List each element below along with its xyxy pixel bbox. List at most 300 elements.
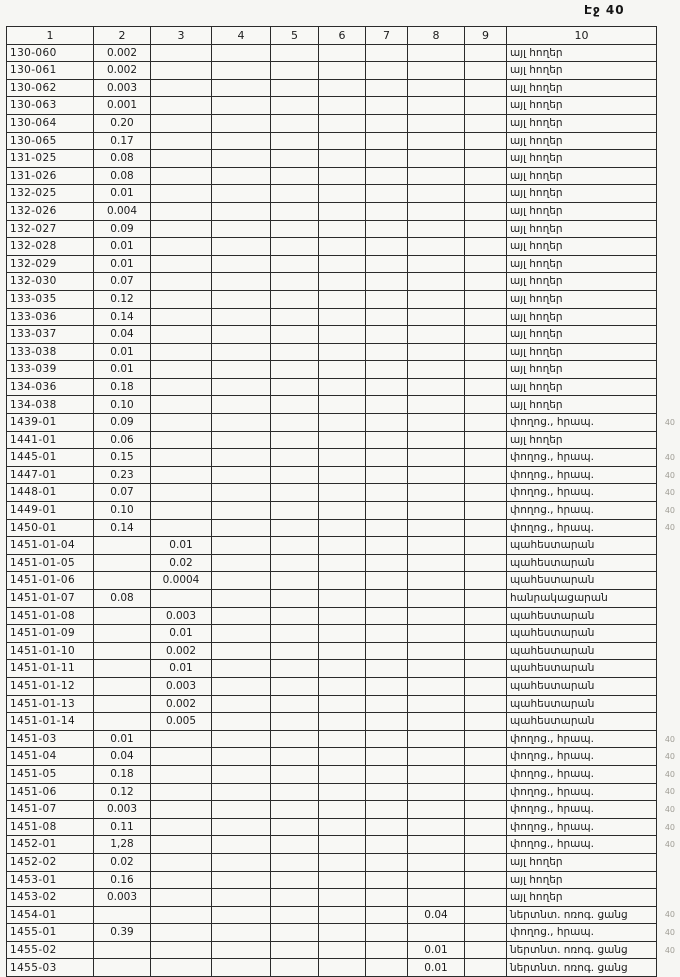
col6-cell	[319, 783, 366, 801]
area-value-col2-cell: 1,28	[94, 836, 151, 854]
area-value-col3-cell	[151, 783, 212, 801]
table-row	[7, 853, 677, 871]
margin-note: 40	[664, 505, 675, 515]
table-row	[7, 730, 677, 748]
col4-cell	[212, 150, 271, 168]
area-value-col8-cell	[408, 713, 465, 731]
col4-cell	[212, 590, 271, 608]
land-use-cell: փողոց., հրապ.	[507, 730, 657, 748]
parcel-code-cell: 134-036	[7, 378, 94, 396]
land-use-cell: փողոց., հրապ.	[507, 801, 657, 819]
land-use-cell: այլ հողեր	[507, 185, 657, 203]
area-value-col3-cell	[151, 853, 212, 871]
parcel-code-cell: 133-037	[7, 326, 94, 344]
area-value-col2-cell: 0.01	[94, 238, 151, 256]
col4-cell	[212, 572, 271, 590]
area-value-col2-cell: 0.09	[94, 414, 151, 432]
col4-cell	[212, 748, 271, 766]
land-use-cell: այլ հողեր	[507, 79, 657, 97]
col4-cell	[212, 783, 271, 801]
area-value-col8-cell	[408, 642, 465, 660]
land-use-cell: այլ հողեր	[507, 853, 657, 871]
col7-cell	[366, 642, 408, 660]
col4-cell	[212, 941, 271, 959]
col9-cell	[465, 853, 507, 871]
area-value-col8-cell	[408, 273, 465, 291]
area-value-col8-cell	[408, 677, 465, 695]
area-value-col3-cell	[151, 361, 212, 379]
col4-cell	[212, 660, 271, 678]
land-use-cell: այլ հողեր	[507, 62, 657, 80]
parcel-code-cell: 1451-05	[7, 765, 94, 783]
land-use-cell: փողոց., հրապ.	[507, 748, 657, 766]
col6-cell	[319, 255, 366, 273]
area-value-col3-cell	[151, 941, 212, 959]
col9-cell	[465, 62, 507, 80]
col4-cell	[212, 853, 271, 871]
land-use-cell: այլ հողեր	[507, 343, 657, 361]
area-value-col3-cell: 0.003	[151, 677, 212, 695]
area-value-col8-cell	[408, 290, 465, 308]
col4-cell	[212, 431, 271, 449]
col7-cell	[366, 783, 408, 801]
col7-cell	[366, 730, 408, 748]
parcel-code-cell: 130-065	[7, 132, 94, 150]
area-value-col8-cell	[408, 801, 465, 819]
col4-cell	[212, 62, 271, 80]
table-row	[7, 677, 677, 695]
margin-note	[657, 590, 677, 608]
land-use-cell: այլ հողեր	[507, 202, 657, 220]
parcel-code-cell: 1448-01	[7, 484, 94, 502]
table-row	[7, 642, 677, 660]
area-value-col3-cell: 0.01	[151, 625, 212, 643]
page-number-label: Էջ 40	[584, 3, 625, 17]
margin-note: 40	[664, 453, 675, 463]
col6-cell	[319, 502, 366, 520]
land-use-cell: պահեստարան	[507, 607, 657, 625]
area-value-col8-cell	[408, 449, 465, 467]
parcel-code-cell: 132-030	[7, 273, 94, 291]
margin-note	[657, 660, 677, 678]
area-value-col3-cell: 0.02	[151, 554, 212, 572]
col9-cell	[465, 326, 507, 344]
col7-cell	[366, 889, 408, 907]
area-value-col2-cell	[94, 941, 151, 959]
margin-note: 40	[664, 910, 675, 920]
area-value-col3-cell	[151, 466, 212, 484]
col6-cell	[319, 414, 366, 432]
col5-cell	[271, 836, 319, 854]
col4-cell	[212, 449, 271, 467]
col4-cell	[212, 466, 271, 484]
area-value-col2-cell: 0.04	[94, 326, 151, 344]
col5-cell	[271, 185, 319, 203]
parcel-code-cell: 1451-01-11	[7, 660, 94, 678]
area-value-col8-cell	[408, 255, 465, 273]
col7-cell	[366, 554, 408, 572]
area-value-col8-cell	[408, 554, 465, 572]
col7-cell	[366, 801, 408, 819]
area-value-col3-cell	[151, 132, 212, 150]
area-value-col2-cell: 0.07	[94, 484, 151, 502]
margin-note	[657, 343, 677, 361]
area-value-col3-cell	[151, 114, 212, 132]
col9-cell	[465, 238, 507, 256]
area-value-col3-cell: 0.01	[151, 537, 212, 555]
area-value-col2-cell: 0.08	[94, 167, 151, 185]
area-value-col8-cell: 0.01	[408, 941, 465, 959]
col9-cell	[465, 924, 507, 942]
col5-cell	[271, 449, 319, 467]
land-use-cell: այլ հողեր	[507, 167, 657, 185]
area-value-col3-cell	[151, 97, 212, 115]
margin-note: 40	[664, 523, 675, 533]
col7-cell	[366, 677, 408, 695]
col6-cell	[319, 959, 366, 977]
table-row	[7, 871, 677, 889]
col5-cell	[271, 625, 319, 643]
col7-cell	[366, 748, 408, 766]
table-row	[7, 818, 677, 836]
col7-cell	[366, 132, 408, 150]
col6-cell	[319, 924, 366, 942]
col6-cell	[319, 273, 366, 291]
col9-cell	[465, 79, 507, 97]
parcel-code-cell: 133-038	[7, 343, 94, 361]
area-value-col8-cell	[408, 572, 465, 590]
area-value-col8-cell	[408, 818, 465, 836]
land-use-cell: փողոց., հրապ.	[507, 466, 657, 484]
parcel-code-cell: 131-026	[7, 167, 94, 185]
margin-note	[657, 889, 677, 907]
area-value-col2-cell: 0.002	[94, 62, 151, 80]
col9-cell	[465, 396, 507, 414]
margin-note: 40	[664, 787, 675, 797]
land-use-cell: ներտնտ. ոռոգ. ցանց	[507, 906, 657, 924]
col7-cell	[366, 167, 408, 185]
land-use-cell: փողոց., հրապ.	[507, 818, 657, 836]
land-use-cell: պահեստարան	[507, 537, 657, 555]
col9-cell	[465, 449, 507, 467]
col6-cell	[319, 889, 366, 907]
col5-cell	[271, 414, 319, 432]
col9-cell	[465, 431, 507, 449]
area-value-col3-cell	[151, 378, 212, 396]
col7-cell	[366, 97, 408, 115]
col5-cell	[271, 308, 319, 326]
col4-cell	[212, 202, 271, 220]
area-value-col2-cell: 0.08	[94, 150, 151, 168]
parcel-code-cell: 1455-03	[7, 959, 94, 977]
col5-cell	[271, 238, 319, 256]
col7-cell	[366, 449, 408, 467]
col7-cell	[366, 924, 408, 942]
table-row	[7, 326, 677, 344]
col6-cell	[319, 114, 366, 132]
col5-cell	[271, 255, 319, 273]
col5-cell	[271, 554, 319, 572]
area-value-col2-cell: 0.10	[94, 396, 151, 414]
col6-cell	[319, 202, 366, 220]
area-value-col3-cell: 0.002	[151, 642, 212, 660]
area-value-col8-cell	[408, 484, 465, 502]
area-value-col2-cell: 0.06	[94, 431, 151, 449]
col9-cell	[465, 783, 507, 801]
col6-cell	[319, 818, 366, 836]
land-use-cell: փողոց., հրապ.	[507, 765, 657, 783]
table-row	[7, 220, 677, 238]
area-value-col2-cell	[94, 554, 151, 572]
col7-cell	[366, 343, 408, 361]
area-value-col2-cell: 0.01	[94, 343, 151, 361]
col6-cell	[319, 765, 366, 783]
area-value-col3-cell	[151, 202, 212, 220]
area-value-col8-cell	[408, 326, 465, 344]
col5-cell	[271, 79, 319, 97]
col5-cell	[271, 326, 319, 344]
parcel-code-cell: 1451-01-06	[7, 572, 94, 590]
column-header: 6	[319, 27, 366, 45]
col9-cell	[465, 150, 507, 168]
col5-cell	[271, 924, 319, 942]
parcel-code-cell: 133-039	[7, 361, 94, 379]
col6-cell	[319, 554, 366, 572]
area-value-col2-cell: 0.14	[94, 308, 151, 326]
col9-cell	[465, 308, 507, 326]
margin-note: 40	[664, 840, 675, 850]
col4-cell	[212, 924, 271, 942]
area-value-col8-cell	[408, 220, 465, 238]
area-value-col8-cell	[408, 396, 465, 414]
area-value-col8-cell	[408, 466, 465, 484]
area-value-col3-cell: 0.0004	[151, 572, 212, 590]
margin-note	[657, 695, 677, 713]
area-value-col8-cell	[408, 343, 465, 361]
table-row	[7, 889, 677, 907]
column-header: 2	[94, 27, 151, 45]
table-row	[7, 396, 677, 414]
col5-cell	[271, 906, 319, 924]
margin-note	[657, 677, 677, 695]
area-value-col2-cell: 0.04	[94, 748, 151, 766]
col7-cell	[366, 607, 408, 625]
parcel-code-cell: 130-061	[7, 62, 94, 80]
parcel-code-cell: 131-025	[7, 150, 94, 168]
col6-cell	[319, 941, 366, 959]
col6-cell	[319, 44, 366, 62]
area-value-col3-cell	[151, 290, 212, 308]
area-value-col2-cell: 0.01	[94, 361, 151, 379]
land-use-cell: փողոց., հրապ.	[507, 502, 657, 520]
area-value-col3-cell	[151, 414, 212, 432]
area-value-col3-cell	[151, 871, 212, 889]
area-value-col2-cell: 0.16	[94, 871, 151, 889]
area-value-col2-cell: 0.15	[94, 449, 151, 467]
col9-cell	[465, 414, 507, 432]
area-value-col2-cell: 0.003	[94, 79, 151, 97]
col5-cell	[271, 502, 319, 520]
margin-note	[657, 326, 677, 344]
margin-note	[657, 308, 677, 326]
col6-cell	[319, 695, 366, 713]
area-value-col2-cell	[94, 677, 151, 695]
col6-cell	[319, 79, 366, 97]
col9-cell	[465, 185, 507, 203]
land-use-cell: այլ հողեր	[507, 308, 657, 326]
col4-cell	[212, 677, 271, 695]
area-value-col8-cell	[408, 853, 465, 871]
col5-cell	[271, 114, 319, 132]
area-value-col8-cell	[408, 836, 465, 854]
land-use-cell: պահեստարան	[507, 660, 657, 678]
col5-cell	[271, 713, 319, 731]
col6-cell	[319, 519, 366, 537]
parcel-code-cell: 1452-02	[7, 853, 94, 871]
area-value-col8-cell	[408, 924, 465, 942]
table-row	[7, 343, 677, 361]
area-value-col2-cell: 0.20	[94, 114, 151, 132]
col4-cell	[212, 414, 271, 432]
parcel-code-cell: 133-036	[7, 308, 94, 326]
parcel-code-cell: 1451-01-10	[7, 642, 94, 660]
area-value-col8-cell	[408, 660, 465, 678]
area-value-col8-cell	[408, 765, 465, 783]
col7-cell	[366, 378, 408, 396]
land-use-cell: փողոց., հրապ.	[507, 519, 657, 537]
land-use-cell: այլ հողեր	[507, 97, 657, 115]
col6-cell	[319, 167, 366, 185]
col9-cell	[465, 114, 507, 132]
area-value-col8-cell	[408, 730, 465, 748]
area-value-col2-cell: 0.12	[94, 783, 151, 801]
col7-cell	[366, 484, 408, 502]
parcel-code-cell: 1447-01	[7, 466, 94, 484]
col9-cell	[465, 466, 507, 484]
col5-cell	[271, 484, 319, 502]
area-value-col8-cell	[408, 44, 465, 62]
table-row	[7, 150, 677, 168]
area-value-col8-cell	[408, 361, 465, 379]
col6-cell	[319, 132, 366, 150]
margin-note: 40	[664, 945, 675, 955]
area-value-col2-cell	[94, 713, 151, 731]
table-row	[7, 801, 677, 819]
area-value-col2-cell: 0.01	[94, 185, 151, 203]
col5-cell	[271, 150, 319, 168]
col5-cell	[271, 132, 319, 150]
margin-note	[657, 150, 677, 168]
col9-cell	[465, 537, 507, 555]
parcel-code-cell: 1451-01-14	[7, 713, 94, 731]
column-header: 8	[408, 27, 465, 45]
col7-cell	[366, 202, 408, 220]
area-value-col8-cell	[408, 202, 465, 220]
area-value-col2-cell	[94, 537, 151, 555]
col4-cell	[212, 114, 271, 132]
margin-note	[657, 625, 677, 643]
parcel-code-cell: 1451-08	[7, 818, 94, 836]
col6-cell	[319, 97, 366, 115]
parcel-code-cell: 130-062	[7, 79, 94, 97]
col4-cell	[212, 801, 271, 819]
land-use-cell: փողոց., հրապ.	[507, 414, 657, 432]
col6-cell	[319, 378, 366, 396]
table-row	[7, 167, 677, 185]
col7-cell	[366, 853, 408, 871]
col6-cell	[319, 660, 366, 678]
col9-cell	[465, 871, 507, 889]
col7-cell	[366, 502, 408, 520]
parcel-code-cell: 132-028	[7, 238, 94, 256]
col4-cell	[212, 238, 271, 256]
area-value-col3-cell: 0.01	[151, 660, 212, 678]
area-value-col8-cell	[408, 889, 465, 907]
area-value-col3-cell	[151, 924, 212, 942]
area-value-col3-cell: 0.002	[151, 695, 212, 713]
col4-cell	[212, 396, 271, 414]
col9-cell	[465, 765, 507, 783]
area-value-col8-cell	[408, 519, 465, 537]
area-value-col3-cell	[151, 167, 212, 185]
area-value-col8-cell	[408, 79, 465, 97]
parcel-code-cell: 1450-01	[7, 519, 94, 537]
area-value-col8-cell	[408, 783, 465, 801]
table-row	[7, 361, 677, 379]
col4-cell	[212, 273, 271, 291]
col7-cell	[366, 238, 408, 256]
margin-note: 40	[664, 470, 675, 480]
col6-cell	[319, 836, 366, 854]
area-value-col3-cell	[151, 959, 212, 977]
area-value-col2-cell: 0.10	[94, 502, 151, 520]
col7-cell	[366, 625, 408, 643]
col6-cell	[319, 677, 366, 695]
col9-cell	[465, 132, 507, 150]
table-row	[7, 185, 677, 203]
col5-cell	[271, 97, 319, 115]
margin-note	[657, 97, 677, 115]
land-use-cell: այլ հողեր	[507, 378, 657, 396]
table-row	[7, 748, 677, 766]
table-row	[7, 414, 677, 432]
col5-cell	[271, 396, 319, 414]
table-row	[7, 202, 677, 220]
col5-cell	[271, 853, 319, 871]
margin-note	[657, 554, 677, 572]
area-value-col8-cell	[408, 871, 465, 889]
col6-cell	[319, 466, 366, 484]
area-value-col8-cell	[408, 167, 465, 185]
margin-note	[657, 290, 677, 308]
col7-cell	[366, 79, 408, 97]
col9-cell	[465, 202, 507, 220]
area-value-col8-cell	[408, 308, 465, 326]
area-value-col2-cell: 0.02	[94, 853, 151, 871]
area-value-col8-cell	[408, 114, 465, 132]
table-row	[7, 44, 677, 62]
area-value-col2-cell	[94, 959, 151, 977]
col7-cell	[366, 660, 408, 678]
col5-cell	[271, 871, 319, 889]
margin-note	[657, 62, 677, 80]
col6-cell	[319, 238, 366, 256]
col5-cell	[271, 361, 319, 379]
area-value-col8-cell	[408, 431, 465, 449]
col7-cell	[366, 220, 408, 238]
col9-cell	[465, 906, 507, 924]
parcel-code-cell: 1451-01-05	[7, 554, 94, 572]
